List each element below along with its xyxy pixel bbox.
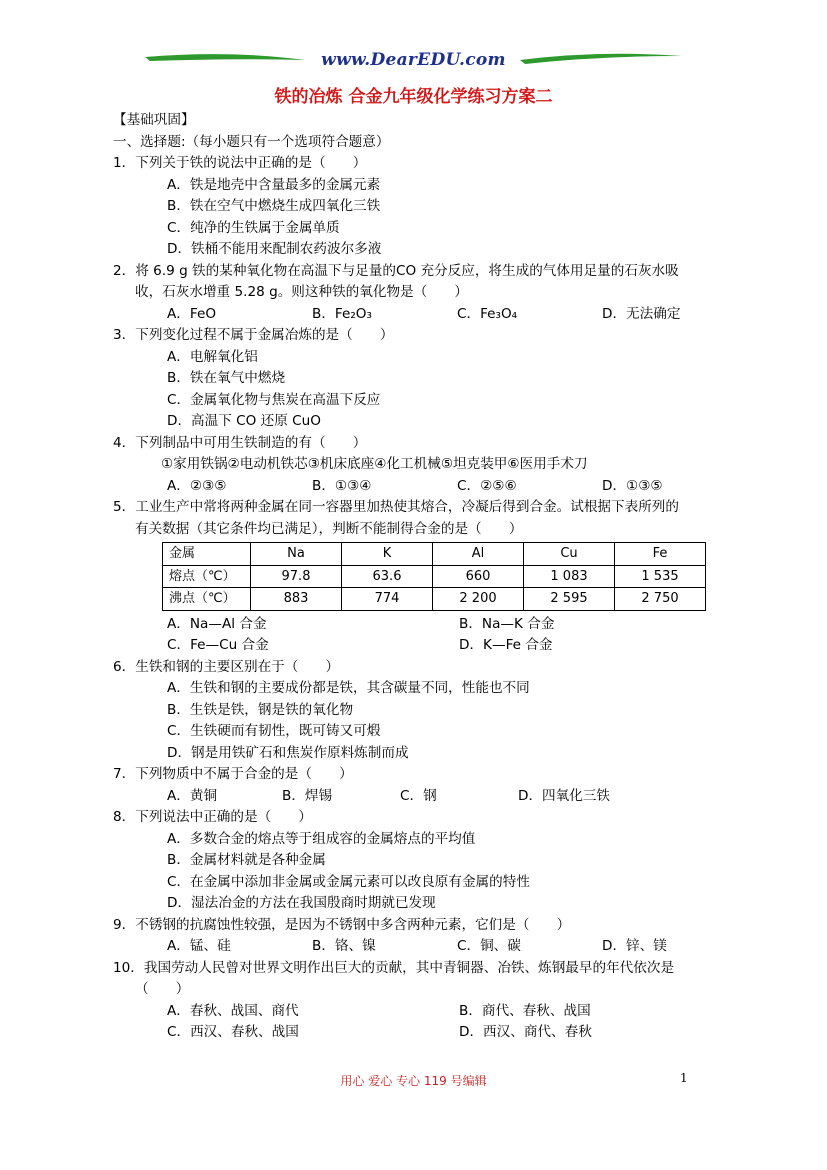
question-9-options [113,936,723,958]
table-header-row [163,543,706,566]
question-3-option-c: C．金属氧化物与焦炭在高温下反应 [167,391,381,408]
metal-properties-table [162,542,706,611]
question-4-options [113,476,723,498]
question-1-stem: 1．下列关于铁的说法中正确的是（ ） [113,155,367,171]
question-8-option-c: C．在金属中添加非金属或金属元素可以改良原有金属的特性 [167,873,530,890]
question-3-stem: 3．下列变化过程不属于金属冶炼的是（ ） [113,327,394,343]
question-9-option-c: C．铜、碳 [457,938,521,954]
question-6-option-a: A．生铁和钢的主要成份都是铁，其含碳量不同，性能也不同 [167,680,530,696]
table-cell: 774 [342,588,433,611]
table-cell: 2 750 [615,588,706,611]
question-5-stem: 5．工业生产中常将两种金属在同一容器里加热使其熔合，冷凝后得到合金。试根据下表所列的 [113,499,679,515]
question-6-option-b: B．生铁是铁，钢是铁的氧化物 [167,701,354,718]
table-cell: 883 [251,588,342,611]
question-8-option-b: B．金属材料就是各种金属 [167,852,326,868]
question-1-option-d: D．铁桶不能用来配制农药波尔多液 [167,241,382,257]
question-3-option-d: D．高温下 CO 还原 CuO [167,413,321,429]
site-logo-text: www.DearEDU.com [321,50,506,70]
question-2-option-d: D．无法确定 [602,305,681,322]
section-heading: 【基础巩固】 [113,112,195,128]
question-1-option-c: C．纯净的生铁属于金属单质 [167,219,340,236]
question-8-option-d: D．湿法冶金的方法在我国殷商时期就已发现 [167,895,436,911]
question-10-option-c: C．西汉、春秋、战国 [167,1024,299,1040]
question-10-options-row-2 [113,1022,723,1044]
question-7-options [113,786,723,808]
part-heading: 一、选择题:（每小题只有一个选项符合题意） [113,133,390,150]
question-7-stem: 7．下列物质中不属于合金的是（ ） [113,766,353,782]
table-header-cell: Cu [524,543,615,566]
question-4-option-d: D．①③⑤ [602,477,663,494]
page-footer: 用心 爱心 专心 119 号编辑 [340,1074,487,1088]
site-header [0,48,827,78]
question-10-options-row-1 [113,1001,723,1023]
question-10-option-d: D．西汉、商代、春秋 [459,1024,592,1040]
question-6-option-d: D．钢是用铁矿石和焦炭作原料炼制而成 [167,744,409,761]
table-cell: 2 595 [524,588,615,611]
question-5-options-row-2 [113,635,723,657]
question-7-option-c: C．钢 [400,787,437,804]
table-header-cell: 金属 [163,543,251,566]
question-2-stem: 2．将 6.9 g 铁的某种氧化物在高温下与足量的CO 充分反应，将生成的气体用足量的石灰水吸 [113,262,679,279]
question-3-option-a: A．电解氧化铝 [167,348,258,365]
table-header-cell: Al [433,543,524,566]
question-9-option-a: A．锰、硅 [167,938,231,954]
question-8-stem: 8．下列说法中正确的是（ ） [113,809,312,825]
table-cell: 2 200 [433,588,524,611]
question-5-option-b: B．Na—K 合金 [459,615,555,632]
table-header-cell: K [342,543,433,566]
question-2-option-a: A．FeO [167,305,217,322]
question-7-option-a: A．黄铜 [167,787,218,804]
question-5-stem-continued: 有关数据（其它条件均已满足），判断不能制得合金的是（ ） [135,520,523,537]
question-6-stem: 6．生铁和钢的主要区别在于（ ） [113,658,340,675]
question-2-options [113,304,723,326]
table-cell: 63.6 [342,565,433,588]
table-header-cell: Na [251,543,342,566]
table-row [163,588,706,611]
table-cell: 660 [433,565,524,588]
page-number: 1 [680,1071,688,1085]
table-cell: 1 535 [615,565,706,588]
question-2-option-c: C．Fe₃O₄ [457,305,518,322]
question-4-option-b: B．①③④ [312,477,372,494]
question-3-option-b: B．铁在氧气中燃烧 [167,370,286,386]
question-4-items: ①家用铁锅②电动机铁芯③机床底座④化工机械⑤坦克装甲⑥医用手术刀 [161,456,588,472]
question-9-stem: 9．不锈钢的抗腐蚀性较强，是因为不锈钢中多含两种元素，它们是（ ） [113,916,571,933]
question-9-option-d: D．锌、镁 [602,938,667,954]
table-cell: 1 083 [524,565,615,588]
question-2-stem-continued: 收，石灰水增重 5.28 g。则这种铁的氧化物是（ ） [135,284,469,300]
table-cell: 97.8 [251,565,342,588]
question-4-stem: 4．下列制品中可用生铁制造的有（ ） [113,434,367,451]
question-7-option-b: B．焊锡 [282,787,333,804]
page-title: 铁的冶炼 合金九年级化学练习方案二 [274,87,553,107]
question-1-option-a: A．铁是地壳中含量最多的金属元素 [167,176,381,193]
question-5-option-a: A．Na—Al 合金 [167,615,267,632]
question-8-option-a: A．多数合金的熔点等于组成容的金属熔点的平均值 [167,830,476,847]
table-cell: 沸点（℃） [163,588,251,611]
question-4-option-a: A．②③⑤ [167,477,227,494]
question-7-option-d: D．四氧化三铁 [518,787,611,804]
question-5-option-c: C．Fe—Cu 合金 [167,637,269,653]
question-10-stem-continued: （ ） [135,981,190,997]
question-6-option-c: C．生铁硬而有韧性，既可铸又可煅 [167,723,381,739]
question-10-option-b: B．商代、春秋、战国 [459,1002,591,1019]
question-5-options-row-1 [113,614,723,636]
question-4-option-c: C．②⑤⑥ [457,477,517,494]
table-cell: 熔点（℃） [163,565,251,588]
question-5-option-d: D．K—Fe 合金 [459,637,553,653]
document-body [113,110,723,1044]
question-1-option-b: B．铁在空气中燃烧生成四氧化三铁 [167,198,381,214]
question-10-option-a: A．春秋、战国、商代 [167,1002,299,1019]
table-row [163,565,706,588]
question-2-option-b: B．Fe₂O₃ [312,305,372,322]
question-10-stem: 10．我国劳动人民曾对世界文明作出巨大的贡献，其中青铜器、冶铁、炼钢最早的年代依次是 [113,959,675,976]
table-header-cell: Fe [615,543,706,566]
question-9-option-b: B．铬、镍 [312,938,376,954]
